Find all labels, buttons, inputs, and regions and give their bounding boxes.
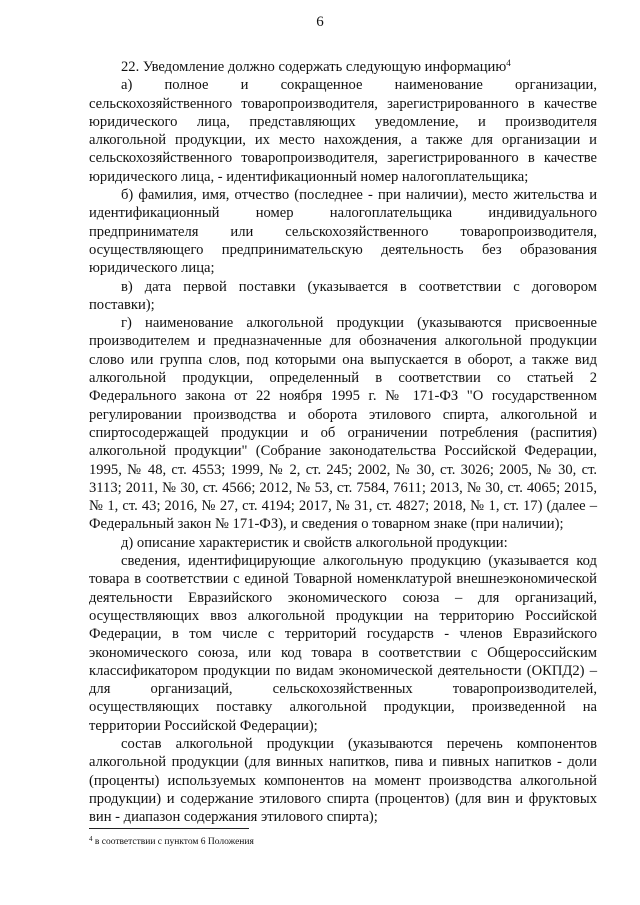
footnote-text: в соответствии с пунктом 6 Положения bbox=[94, 837, 254, 847]
subclause-a: а) полное и сокращенное наименование организации, сельскохозяйственного товаропроизводителя, зарегистрированного в качестве юридического лица, представляющих уведомление, и производителя алкогольной продукции, их место нахождения, а также для организации и сельскохозяйственного товаропроизводителя, зарегистрированного в качестве юридического лица, - идентификационный номер налогоплательщика; bbox=[89, 77, 597, 185]
subclause-b: б) фамилия, имя, отчество (последнее - при наличии), место жительства и идентификационный номер налогоплательщика индивидуального предпринимателя или сельскохозяйственного товаропроизводителя, осуществляющего предпринимательскую деятельность без образования юридического лица; bbox=[89, 187, 597, 277]
subclause-v: в) дата первой поставки (указывается в соответствии с договором поставки); bbox=[89, 278, 597, 313]
document-body bbox=[89, 58, 597, 826]
footnote-divider bbox=[89, 828, 249, 829]
footnote-reference: 4 bbox=[506, 58, 511, 68]
footnote bbox=[89, 836, 597, 848]
composition-paragraph: состав алкогольной продукции (указываются перечень компонентов алкогольной продукции (для винных напитков, пива и пивных напитков - доли (проценты) используемых компонентов на момент производства алкогольной продукции) и содержание этилового спирта (процентов) (для вин и фруктовых вин - диапазон содержания этилового спирта); bbox=[89, 735, 597, 826]
footnote-marker: 4 bbox=[89, 835, 93, 843]
subclause-g: г) наименование алкогольной продукции (указываются присвоенные производителем и предназначенные для обозначения алкогольной продукции слово или группа слов, под которыми она выпускается в оборот, а также вид алкогольной продукции, определенный в соответствии со статьей 2 Федерального закона от 22 ноября 1995 г. № 171-ФЗ "О государственном регулировании производства и оборота этилового спирта, алкогольной и спиртосодержащей продукции и об ограничении потребления (распития) алкогольной продукции" (Собрание законодательства Российской Федерации, 1995, № 48, ст. 4553; 1999, № 2, ст. 245; 2002, № 30, ст. 3026; 2005, № 30, ст. 3113; 2011, № 30, ст. 4566; 2012, № 53, ст. 7584, 7611; 2013, № 30, ст. 4065; 2015, № 1, ст. 43; 2016, № 27, ст. 4194; 2017, № 31, ст. 4827; 2018, № 1, ст. 17) (далее – Федеральный закон № 171-ФЗ), и сведения о товарном знаке (при наличии); bbox=[89, 315, 597, 533]
page-number: 6 bbox=[316, 14, 324, 30]
clause-22-heading bbox=[89, 58, 597, 76]
subclause-d: д) описание характеристик и свойств алкогольной продукции: bbox=[121, 534, 508, 551]
identification-info-paragraph: сведения, идентифицирующие алкогольную продукцию (указывается код товара в соответствии с единой Товарной номенклатурой внешнеэкономической деятельности Евразийского экономического союза – для организаций, осуществляющих ввоз алкогольной продукции на территорию Российской Федерации, в том числе с территорий государств - членов Евразийского экономического союза, или код товара в соответствии с Общероссийским классификатором продукции по видам экономической деятельности (ОКПД2) – для организаций, сельскохозяйственных товаропроизводителей, осуществляющих поставку алкогольной продукции, произведенной на территории Российской Федерации); bbox=[89, 553, 597, 734]
clause-22-heading-text: 22. Уведомление должно содержать следующую информацию bbox=[121, 59, 507, 75]
